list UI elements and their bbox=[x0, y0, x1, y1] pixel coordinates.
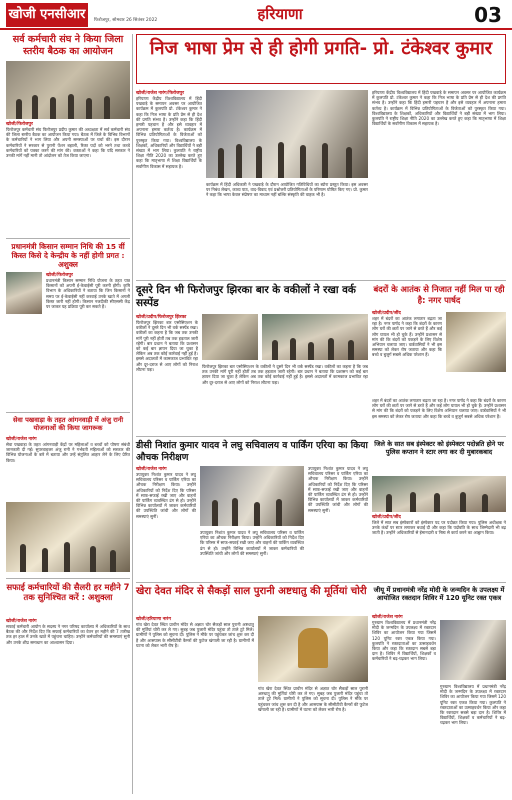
photo-promotion bbox=[372, 476, 506, 512]
headline-temple-theft[interactable]: खेरा देवत मंदिर से सैकड़ों साल पुरानी अष्टधातु की मूर्तियां चोरी bbox=[136, 586, 367, 597]
byline-story4: खोजी/राजेश नारंग bbox=[6, 619, 37, 624]
main-headline-box[interactable] bbox=[136, 34, 506, 84]
dateline: फिरोजपुर, सोमवार 26 सितंबर 2022 bbox=[94, 18, 158, 23]
headline-lawyers-strike[interactable]: दूसरे दिन भी फिरोजपुर झिरका बार के वकीलों ने रखा वर्क सस्पेंड bbox=[136, 284, 356, 309]
newspaper-logo: खोजी एनसीआर bbox=[8, 7, 86, 22]
body-strike: फिरोजपुर झिरका बार एसोसिएशन के वकीलों ने दूसरे दिन भी वर्क सस्पेंड रखा। वकीलों का कहना है कि जब तक उनकी मांगें पूरी नहीं होतीं तब तक हड़ताल जारी रहेगी। बार प्रधान ने बताया कि प्रशासन को कई बार ज्ञापन दिया जा चुका है लेकिन अब तक कोई कार्रवाई नहीं हुई है। इससे अदालतों में कामकाज प्रभावित रहा और दूर-दराज से आए लोगों को निराश लौटना पड़ा। bbox=[136, 320, 198, 372]
headline-kisan-samman[interactable]: प्रधानमंत्री किसान सम्मान निधि की 15 वीं किस्त किसे दे केन्द्रीय के नहीं होगी प्रगत : अशुक्ल bbox=[11, 242, 125, 270]
masthead bbox=[0, 0, 512, 30]
photo-temple bbox=[258, 616, 368, 682]
headline-inspector-promotion[interactable]: जिले के सात सब इंस्पेक्टर को इंस्पेक्टर पदोन्नति होने पर पुलिस कप्तान ने स्टार लगा कर दी मुबारकबाद bbox=[374, 440, 504, 457]
body-story3: सेवा पखवाड़ा के तहत आंगनवाड़ी केंद्रों पर महिलाओं व बच्चों को पोषण संबंधी जानकारी दी गई। सुपरवाइजर अंजु रानी ने गर्भवती महिलाओं को सरकार की विभिन्न योजनाओं के बारे में बताया और उन्हें संतुलित आहार लेने के लिए प्रेरित किया। bbox=[6, 442, 130, 463]
body-monkeys: शहर में बंदरों का आतंक लगातार बढ़ता जा रहा है। नगर पार्षद ने कहा कि बंदरों के कारण लोग घरों की छतों पर जाने से डरते हैं और कई लोग घायल भी हो चुके हैं। उन्होंने प्रशासन से मांग की कि बंदरों को पकड़ने के लिए विशेष अभियान चलाया जाए। वार्डवासियों ने भी इस समस्या को लेकर रोष जताया और कहा कि बच्चे व बुजुर्ग सबसे अधिक परेशान हैं। bbox=[372, 316, 442, 358]
byline-monkeys: खोजी/प्रदीप/जींद bbox=[372, 311, 401, 316]
section-title: हरियाणा bbox=[257, 5, 303, 23]
headline-monkeys[interactable]: बंदरों के आतंक से निजात नहीं मिल पा रही है: नगर पार्षद bbox=[373, 284, 505, 305]
photo-dc-inspection bbox=[200, 466, 304, 526]
body-story4: सफाई कर्मचारी आयोग के सदस्य ने नगर परिषद कार्यालय में अधिकारियों के साथ बैठक की और निर्देश दिए कि सफाई कर्मचारियों का वेतन हर महीने की 7 तारीख तक हर हाल में उनके खाते में पहुंचना चाहिए। उन्होंने कर्मचारियों की समस्याएं सुनी और उनके शीघ्र समाधान का आश्वासन दिया। bbox=[6, 624, 130, 645]
body-strike-cont: फिरोजपुर झिरका बार एसोसिएशन के वकीलों ने दूसरे दिन भी वर्क सस्पेंड रखा। वकीलों का कहना है कि जब तक उनकी मांगें पूरी नहीं होतीं तब तक हड़ताल जारी रहेगी। बार प्रधान ने बताया कि प्रशासन को कई बार ज्ञापन दिया जा चुका है लेकिन अब तक कोई कार्रवाई नहीं हुई है। इससे अदालतों में कामकाज प्रभावित रहा और दूर-दराज से आए लोगों को निराश लौटना पड़ा। bbox=[202, 364, 368, 385]
byline-main: खोजी/राजेश नारंग/फिरोजपुर bbox=[136, 91, 185, 96]
body-dc: उपायुक्त निशांत कुमार यादव ने लघु सचिवालय परिसर व पार्किंग एरिया का औचक निरीक्षण किया। उन्होंने अधिकारियों को निर्देश दिए कि परिसर में साफ-सफाई रखी जाए और वाहनों की पार्किंग व्यवस्थित ढंग से हो। उन्होंने विभिन्न कार्यालयों में जाकर कर्मचारियों की उपस्थिति जांची और लोगों की समस्याएं सुनीं। bbox=[136, 472, 196, 519]
body-monkeys-cont: शहर में बंदरों का आतंक लगातार बढ़ता जा रहा है। नगर पार्षद ने कहा कि बंदरों के कारण लोग घरों की छतों पर जाने से डरते हैं और कई लोग घायल भी हो चुके हैं। उन्होंने प्रशासन से मांग की कि बंदरों को पकड़ने के लिए विशेष अभियान चलाया जाए। वार्डवासियों ने भी इस समस्या को लेकर रोष जताया और कहा कि बच्चे व बुजुर्ग सबसे अधिक परेशान हैं। bbox=[372, 398, 506, 419]
photo-portrait bbox=[6, 272, 42, 314]
headline-sarv-karmachari[interactable]: सर्व कर्मचारी संघ ने किया जिला स्तरीय बैठक का आयोजन bbox=[12, 34, 124, 57]
body-story2: प्रधानमंत्री किसान सम्मान निधि योजना के तहत पात्र किसानों को अपनी ई-केवाईसी पूरी करनी होगी। कृषि विभाग के अधिकारियों ने बताया कि जिन किसानों ने समय पर ई-केवाईसी नहीं करवाई उनके खाते में अगली किस्त जारी नहीं होगी। किसान नजदीकी सीएससी केंद्र पर जाकर यह प्रक्रिया पूरी कर सकते हैं। bbox=[46, 278, 130, 310]
byline-story3: खोजी/राजेश नारंग bbox=[6, 437, 37, 442]
byline-inspector: खोजी/प्रदीप/जींद bbox=[372, 515, 401, 520]
photo-anganwadi bbox=[6, 502, 130, 572]
body-main-col1: हरियाणा केंद्रीय विश्वविद्यालय में हिंदी पखवाड़े के समापन अवसर पर आयोजित कार्यक्रम में कुलपति प्रो. टंकेश्वर कुमार ने कहा कि निज भाषा के प्रति प्रेम से ही देश की प्रगति संभव है। उन्होंने कहा कि हिंदी हमारी पहचान है और इसे व्यवहार में अपनाना हमारा कर्तव्य है। कार्यक्रम में विभिन्न प्रतियोगिताओं के विजेताओं को पुरस्कृत किया गया। विश्वविद्यालय के शिक्षकों, अधिकारियों और विद्यार्थियों ने बड़ी संख्या में भाग लिया। कुलपति ने राष्ट्रीय शिक्षा नीति 2020 का उल्लेख करते हुए कहा कि मातृभाषा में शिक्षा विद्यार्थियों के सर्वांगीण विकास में सहायक है। bbox=[136, 96, 202, 169]
logo-box[interactable] bbox=[6, 3, 88, 27]
headline-seva-pakhwada[interactable]: सेवा पखवाड़ा के तहत आंगनवाड़ी में अंजु रानी योजनाओं की किया जागरूक bbox=[12, 416, 124, 433]
headline-dc-inspection[interactable]: डीसी निशांत कुमार यादव ने लघु सचिवालय व पार्किंग एरिया का किया औचक निरीक्षण bbox=[136, 440, 368, 463]
photo-councillor bbox=[446, 312, 506, 372]
photo-lawyers bbox=[202, 314, 258, 360]
photo-university-event bbox=[206, 90, 368, 178]
byline-story2: खोजी/फिरोजपुर bbox=[46, 273, 73, 278]
photo-karmachari-meeting bbox=[6, 61, 130, 119]
body-story1: फिरोजपुर कर्मचारी संघ फिरोजपुर प्रदीप कुमार की अध्यक्षता में सर्व कर्मचारी संघ की जिला स्तरीय बैठक का आयोजन किया गया। बैठक में जिले के विभिन्न विभागों के कर्मचारियों ने भाग लिया और अपनी समस्याओं पर चर्चा की। इस दौरान कर्मचारियों ने सरकार से पुरानी पेंशन बहाली, रिक्त पदों को भरने तथा कच्चे कर्मचारियों को पक्का करने की मांग की। वक्ताओं ने कहा कि यदि सरकार ने उनकी मांगें नहीं मानी तो आंदोलन को तेज किया जाएगा। bbox=[6, 127, 130, 159]
byline-dc: खोजी/राजेश नारंग bbox=[136, 467, 167, 472]
headline-safai-karmachari[interactable]: सफाई कर्मचारियों की सैलरी हर महीने 7 तक सुनिश्चित करें : अशुक्ला bbox=[6, 582, 130, 603]
byline-temple: खोजी/हरियाणा नारंग bbox=[136, 617, 171, 622]
page-number: 03 bbox=[474, 3, 502, 27]
body-pm-cont: गुरुग्राम विश्वविद्यालय में प्रधानमंत्री नरेंद्र मोदी के जन्मदिन के उपलक्ष्य में रक्तदान शिविर का आयोजन किया गया जिसमें 120 यूनिट रक्त एकत्र किया गया। कुलपति ने रक्तदाताओं का उत्साहवर्धन किया और कहा कि रक्तदान सबसे बड़ा दान है। शिविर में विद्यार्थियों, शिक्षकों व कर्मचारियों ने बढ़-चढ़कर भाग लिया। bbox=[440, 684, 506, 726]
photo-court bbox=[262, 314, 368, 360]
body-pm: गुरुग्राम विश्वविद्यालय में प्रधानमंत्री नरेंद्र मोदी के जन्मदिन के उपलक्ष्य में रक्तदान शिविर का आयोजन किया गया जिसमें 120 यूनिट रक्त एकत्र किया गया। कुलपति ने रक्तदाताओं का उत्साहवर्धन किया और कहा कि रक्तदान सबसे बड़ा दान है। शिविर में विद्यार्थियों, शिक्षकों व कर्मचारियों ने बढ़-चढ़कर भाग लिया। bbox=[372, 620, 436, 662]
photo-blood-camp bbox=[440, 620, 506, 680]
byline-strike: खोजी/प्रदीप/फिरोजपुर झिरका bbox=[136, 315, 187, 320]
main-headline: निज भाषा प्रेम से ही होगी प्रगति- प्रो. टंकेश्वर कुमार bbox=[149, 38, 493, 59]
body-main-col3: हरियाणा केंद्रीय विश्वविद्यालय में हिंदी पखवाड़े के समापन अवसर पर आयोजित कार्यक्रम में कुलपति प्रो. टंकेश्वर कुमार ने कहा कि निज भाषा के प्रति प्रेम से ही देश की प्रगति संभव है। उन्होंने कहा कि हिंदी हमारी पहचान है और इसे व्यवहार में अपनाना हमारा कर्तव्य है। कार्यक्रम में विभिन्न प्रतियोगिताओं के विजेताओं को पुरस्कृत किया गया। विश्वविद्यालय के शिक्षकों, अधिकारियों और विद्यार्थियों ने बड़ी संख्या में भाग लिया। कुलपति ने राष्ट्रीय शिक्षा नीति 2020 का उल्लेख करते हुए कहा कि मातृभाषा में शिक्षा विद्यार्थियों के सर्वांगीण विकास में सहायक है। bbox=[372, 90, 506, 127]
body-dc-col3: उपायुक्त निशांत कुमार यादव ने लघु सचिवालय परिसर व पार्किंग एरिया का औचक निरीक्षण किया। उन्होंने अधिकारियों को निर्देश दिए कि परिसर में साफ-सफाई रखी जाए और वाहनों की पार्किंग व्यवस्थित ढंग से हो। उन्होंने विभिन्न कार्यालयों में जाकर कर्मचारियों की उपस्थिति जांची और लोगों की समस्याएं सुनीं। bbox=[308, 466, 368, 513]
headline-blood-donation[interactable]: जीयू में प्रधानमंत्री नरेंद्र मोदी के जन्मदिन के उपलक्ष्य में आयोजित रक्तदान शिविर में 120 यूनिट रक्त एकत्र bbox=[373, 586, 505, 603]
body-dc-cont: उपायुक्त निशांत कुमार यादव ने लघु सचिवालय परिसर व पार्किंग एरिया का औचक निरीक्षण किया। उन्होंने अधिकारियों को निर्देश दिए कि परिसर में साफ-सफाई रखी जाए और वाहनों की पार्किंग व्यवस्थित ढंग से हो। उन्होंने विभिन्न कार्यालयों में जाकर कर्मचारियों की उपस्थिति जांची और लोगों की समस्याएं सुनीं। bbox=[200, 530, 304, 556]
byline-story1: खोजी/फिरोजपुर bbox=[6, 122, 33, 127]
body-temple-cont: गांव खेरा देवत स्थित प्राचीन मंदिर से अज्ञात चोर सैकड़ों साल पुरानी अष्टधातु की मूर्तियां चोरी कर ले गए। सुबह जब पुजारी मंदिर पहुंचा तो ताले टूटे मिले। ग्रामीणों ने पुलिस को सूचना दी। पुलिस ने मौके पर पहुंचकर जांच शुरू कर दी है और आसपास के सीसीटीवी कैमरों की फुटेज खंगाली जा रही है। ग्रामीणों में घटना को लेकर भारी रोष है। bbox=[258, 686, 368, 712]
body-inspector: जिले में सात सब इंस्पेक्टरों को इंस्पेक्टर पद पर पदोन्नत किया गया। पुलिस अधीक्षक ने उनके कंधों पर स्टार लगाकर बधाई दी और कहा कि पदोन्नति के साथ जिम्मेदारी भी बढ़ जाती है। उन्होंने अधिकारियों से ईमानदारी व निष्ठा से कार्य करने का आह्वान किया। bbox=[372, 520, 506, 536]
body-temple: गांव खेरा देवत स्थित प्राचीन मंदिर से अज्ञात चोर सैकड़ों साल पुरानी अष्टधातु की मूर्तियां चोरी कर ले गए। सुबह जब पुजारी मंदिर पहुंचा तो ताले टूटे मिले। ग्रामीणों ने पुलिस को सूचना दी। पुलिस ने मौके पर पहुंचकर जांच शुरू कर दी है और आसपास के सीसीटीवी कैमरों की फुटेज खंगाली जा रही है। ग्रामीणों में घटना को लेकर भारी रोष है। bbox=[136, 622, 254, 648]
body-main-col2: कार्यक्रम में हिंदी अधिकारी ने पखवाड़े के दौरान आयोजित गतिविधियों का ब्योरा प्रस्तुत किया। इस अवसर पर निबंध लेखन, काव्य पाठ, वाद-विवाद एवं प्रश्नोत्तरी प्रतियोगिताओं के परिणाम घोषित किए गए। प्रो. कुमार ने कहा कि भाषा केवल संप्रेषण का माध्यम नहीं बल्कि संस्कृति की वाहक भी है। bbox=[206, 182, 368, 198]
byline-pm: खोजी/राजेश नारंग bbox=[372, 615, 403, 620]
